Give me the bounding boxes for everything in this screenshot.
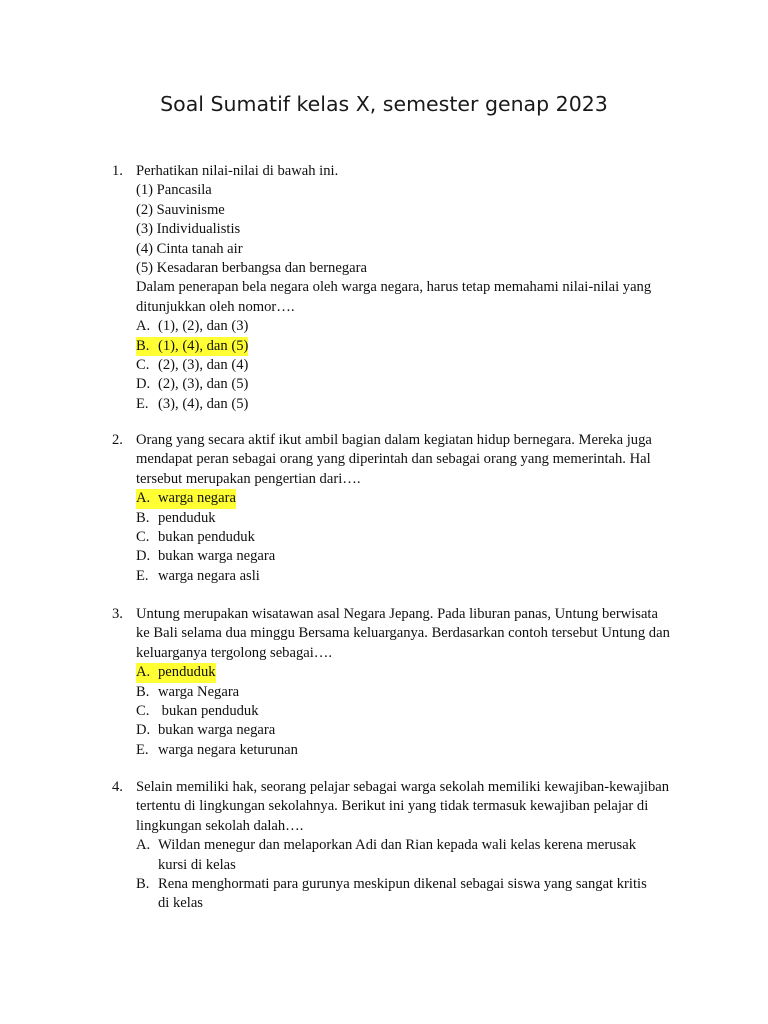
option-text: (2), (3), dan (4): [158, 357, 249, 374]
option-text: (1), (2), dan (3): [158, 318, 249, 335]
option-text: (2), (3), dan (5): [158, 376, 249, 393]
option-text: bukan warga negara: [158, 548, 276, 565]
question-number: 1.: [112, 163, 123, 179]
question-stem: Orang yang secara aktif ikut ambil bagian dalam kegiatan hidup bernegara. Mereka juga mendapat peran sebagai orang yang diperintah dan sebagai orang yang memerintah. Hal tersebut merupakan pengertian dari….: [136, 432, 652, 487]
answer-option-d: [136, 547, 672, 566]
option-text: bukan penduduk: [158, 529, 255, 546]
option-text: penduduk: [158, 664, 216, 681]
answer-option-a: [136, 317, 672, 336]
option-content: [136, 356, 248, 375]
option-text: Wildan menegur dan melaporkan Adi dan Rian kepada wali kelas kerena merusak kursi di kelas: [158, 837, 636, 873]
option-content: [136, 702, 259, 721]
option-text: warga negara: [158, 490, 236, 507]
option-content: [136, 741, 298, 760]
question-1: [112, 162, 672, 414]
page-title: Soal Sumatif kelas X, semester genap 2023: [160, 92, 608, 116]
option-letter: A.: [136, 318, 151, 335]
answer-option-a: [136, 836, 672, 875]
answer-option-d: [136, 375, 672, 394]
answer-option-d: [136, 721, 672, 740]
option-letter: B.: [136, 337, 150, 354]
option-text: (3), (4), dan (5): [158, 395, 249, 412]
option-content: [136, 567, 260, 586]
answer-option-b: [136, 509, 672, 528]
value-list-item: (5) Kesadaran berbangsa dan bernegara: [136, 260, 367, 277]
option-letter: A.: [136, 837, 151, 854]
answer-option-e: [136, 741, 672, 760]
answer-option-c: [136, 528, 672, 547]
option-letter: E.: [136, 741, 149, 758]
option-text: warga negara keturunan: [158, 741, 298, 758]
option-letter: D.: [136, 722, 151, 739]
question-number: 3.: [112, 606, 123, 622]
option-content: [136, 683, 239, 702]
option-letter: B.: [136, 876, 150, 893]
answer-option-e: [136, 567, 672, 586]
question-body: [136, 162, 672, 414]
option-text: bukan penduduk: [158, 703, 259, 720]
option-letter: D.: [136, 376, 151, 393]
option-letter: C.: [136, 357, 150, 374]
question-2: [112, 431, 672, 586]
option-content: [136, 509, 216, 528]
option-letter: E.: [136, 395, 149, 412]
answer-option-e: [136, 395, 672, 414]
option-content: [136, 317, 248, 336]
value-list-item: (3) Individualistis: [136, 221, 241, 238]
answer-option-b-highlighted: [136, 337, 672, 356]
option-content: [136, 547, 275, 566]
option-letter: A.: [136, 664, 151, 681]
option-letter: C.: [136, 529, 150, 546]
option-text: warga Negara: [158, 683, 240, 700]
question-body: [136, 605, 672, 760]
question-stem: Selain memiliki hak, seorang pelajar sebagai warga sekolah memiliki kewajiban-kewajiban tertentu di lingkungan sekolahnya. Berikut ini yang tidak termasuk kewajiban pelajar di lingkungan sekolah dalah….: [136, 779, 670, 834]
option-content: [136, 721, 275, 740]
option-text: penduduk: [158, 509, 216, 526]
option-letter: D.: [136, 548, 151, 565]
option-text: bukan warga negara: [158, 722, 276, 739]
question-intro: Perhatikan nilai-nilai di bawah ini.: [136, 163, 339, 179]
option-content: [136, 337, 248, 356]
option-content: [136, 395, 248, 414]
option-letter: B.: [136, 683, 150, 700]
answer-option-b: [136, 875, 672, 914]
option-content: [136, 489, 236, 508]
answer-option-c: [136, 702, 672, 721]
option-letter: E.: [136, 567, 149, 584]
answer-option-b: [136, 683, 672, 702]
question-number: 2.: [112, 432, 123, 448]
option-content: [136, 375, 248, 394]
option-text: warga negara asli: [158, 567, 260, 584]
question-number: 4.: [112, 779, 123, 795]
answer-option-c: [136, 356, 672, 375]
option-content: [136, 528, 255, 547]
question-4: [112, 778, 672, 914]
option-letter: B.: [136, 509, 150, 526]
option-content: [136, 875, 658, 914]
option-content: [136, 836, 658, 875]
question-body: [136, 431, 672, 586]
option-letter: A.: [136, 490, 151, 507]
answer-option-a-highlighted: [136, 489, 672, 508]
question-stem: Untung merupakan wisatawan asal Negara Jepang. Pada liburan panas, Untung berwisata ke Bali selama dua minggu Bersama keluarganya. Berdasarkan contoh tersebut Untung dan keluarganya tergolong sebagai….: [136, 606, 670, 661]
question-body: [136, 778, 672, 914]
value-list-item: (4) Cinta tanah air: [136, 240, 243, 257]
option-text: Rena menghormati para gurunya meskipun dikenal sebagai siswa yang sangat kritis di kelas: [158, 876, 647, 912]
option-letter: C.: [136, 703, 150, 720]
value-list-item: (1) Pancasila: [136, 182, 212, 199]
option-content: [136, 663, 216, 682]
question-3: [112, 605, 672, 760]
question-stem: Dalam penerapan bela negara oleh warga negara, harus tetap memahami nilai-nilai yang ditunjukkan oleh nomor….: [136, 279, 652, 315]
value-list-item: (2) Sauvinisme: [136, 201, 225, 218]
option-text: (1), (4), dan (5): [158, 337, 249, 354]
answer-option-a-highlighted: [136, 663, 672, 682]
